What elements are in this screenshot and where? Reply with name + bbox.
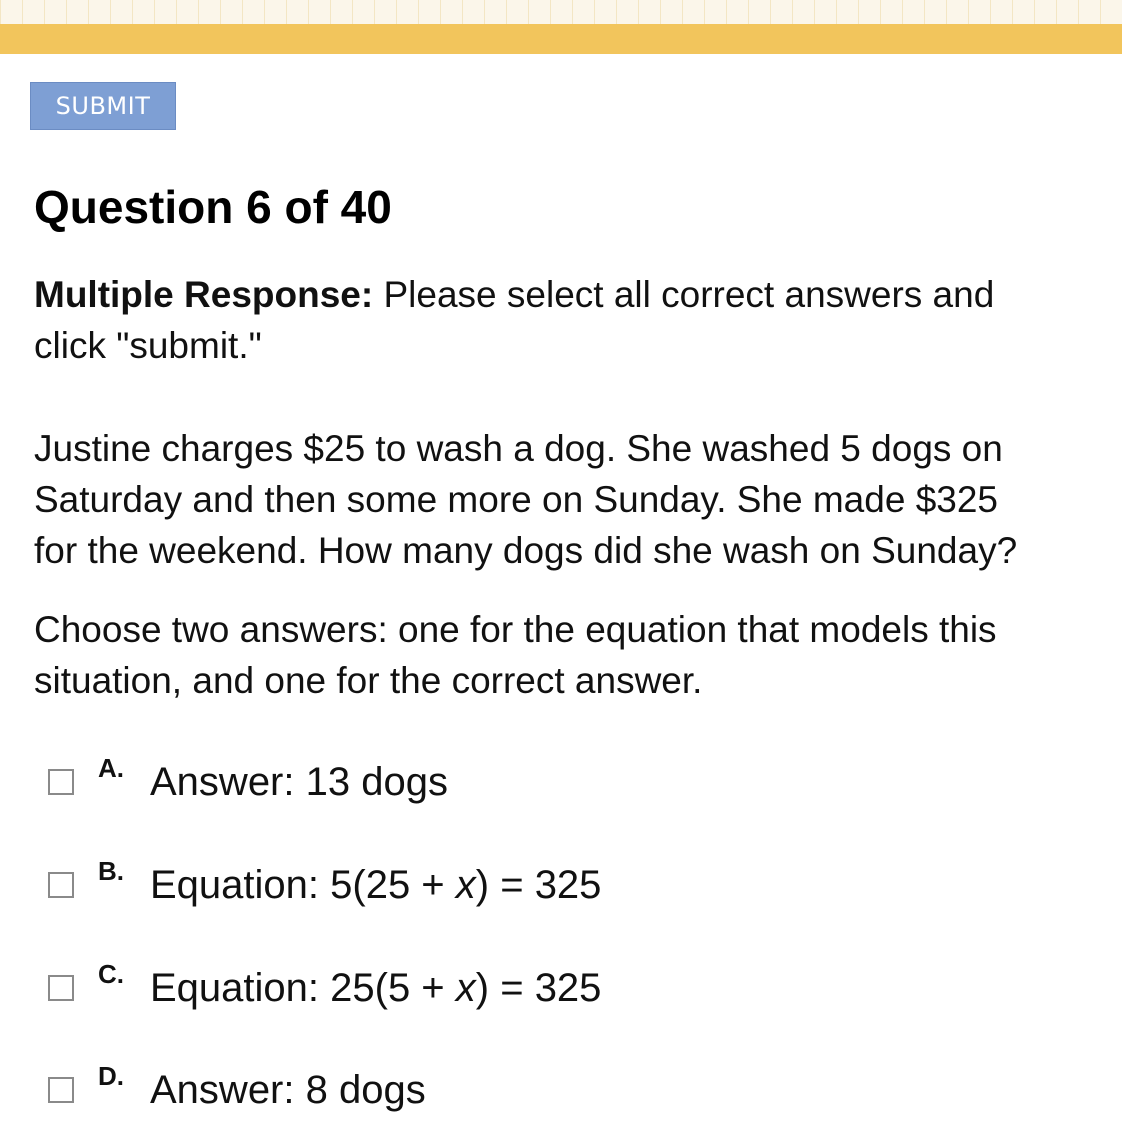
question-title: Question 6 of 40 (34, 181, 392, 233)
option-b[interactable] (48, 856, 602, 910)
option-b-text[interactable] (150, 863, 601, 908)
submit-button[interactable]: SUBMIT (30, 82, 176, 130)
option-c[interactable] (48, 959, 602, 1013)
header-accent-bar (0, 24, 1122, 54)
problem-line: Justine charges $25 to wash a dog. She washed 5 dogs on (34, 428, 1003, 469)
instruction-line-2: click "submit." (34, 325, 262, 366)
problem-line: for the weekend. How many dogs did she wash on Sunday? (34, 530, 1018, 571)
option-a-letter: A. (98, 753, 124, 783)
option-b-letter: B. (98, 856, 124, 886)
option-c-text-post: ) = 325 (475, 965, 602, 1010)
option-a-checkbox[interactable] (48, 769, 74, 795)
option-c-variable: x (455, 965, 476, 1010)
option-c-checkbox[interactable] (48, 975, 74, 1001)
problem-line: Saturday and then some more on Sunday. She made $325 (34, 479, 999, 520)
choose-instructions (34, 604, 1122, 706)
option-a[interactable] (48, 753, 448, 807)
option-b-checkbox[interactable] (48, 872, 74, 898)
option-b-text-pre: Equation: 5(25 + (150, 862, 456, 907)
option-b-text-post: ) = 325 (475, 862, 602, 907)
header-strip (0, 0, 1122, 24)
option-d-text[interactable]: Answer: 8 dogs (150, 1067, 426, 1112)
option-c-text[interactable] (150, 966, 601, 1011)
option-d-checkbox[interactable] (48, 1077, 74, 1103)
instruction-text (34, 269, 1122, 371)
choose-line: Choose two answers: one for the equation that models this (34, 609, 997, 650)
problem-statement (34, 423, 1122, 576)
instruction-label: Multiple Response: (34, 274, 374, 315)
option-c-text-pre: Equation: 25(5 + (150, 965, 456, 1010)
option-b-variable: x (455, 862, 476, 907)
option-d[interactable] (48, 1061, 426, 1115)
instruction-line-1: Please select all correct answers and (373, 274, 995, 315)
option-c-letter: C. (98, 959, 124, 989)
option-d-letter: D. (98, 1061, 124, 1091)
option-a-text[interactable]: Answer: 13 dogs (150, 759, 448, 804)
choose-line: situation, and one for the correct answer. (34, 660, 703, 701)
